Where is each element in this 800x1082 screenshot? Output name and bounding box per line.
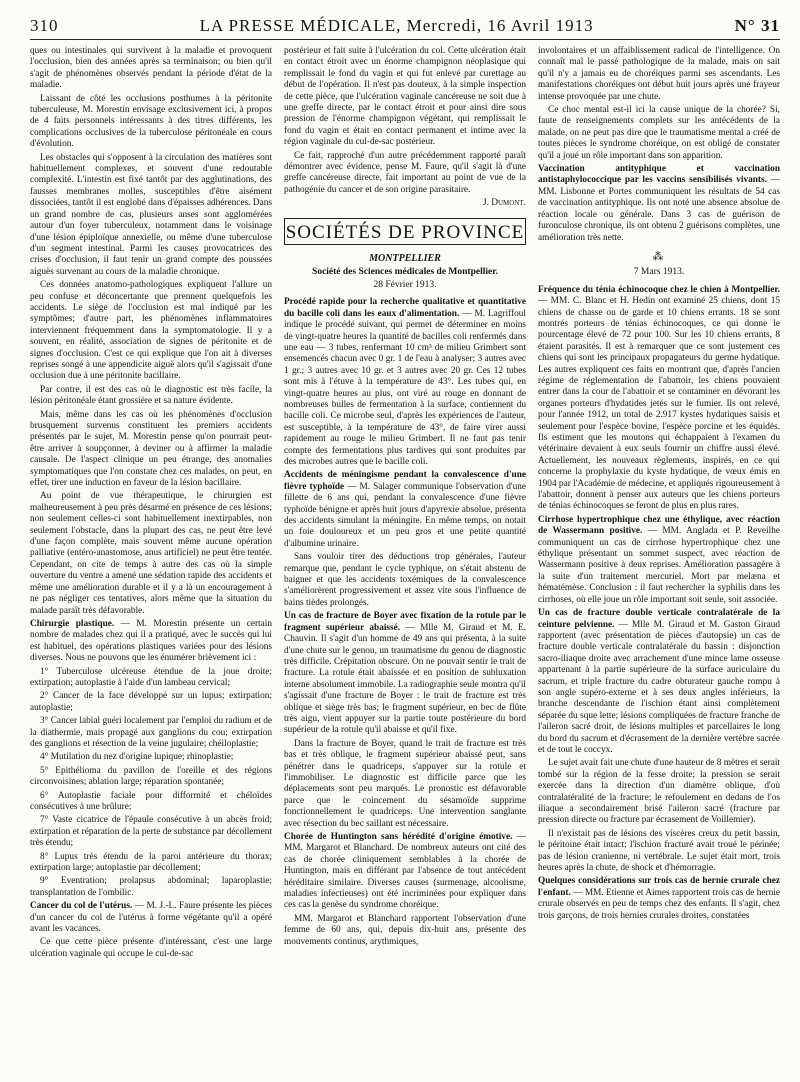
paragraph: Ces données anatomo-pathologiques expliquent l'allure un peu confuse et déconcertante que prennent quelquefois les accidents. Le siège de l'occlusion est mal indiqué par les symptômes; d'autre part, les phénomènes inflammatoires interviennent fréquemment dans la symptomatologie. Il y a souvent, en réalité, association de signes de péritonite et de signes d'occlusion. C'est ce qui explique que l'on ait à diverses reprises songé à une appendicite aiguë alors qu'il s'agissait d'une occlusion due à une péritonite bacillaire. bbox=[30, 280, 272, 382]
signature: J. Dumont. bbox=[483, 198, 526, 209]
paragraph: Un cas de fracture double verticale contralatérale de la ceinture pelvienne. — Mlle M. Giraud et M. Gaston Giraud rapportent (avec présentation de pièces d'autopsie) un cas de fracture double verticale contralatérale du bassin : disjonction sacro-iliaque droite avec arrachement d'une mince lame osseuse appartenant à la partie supérieure de la surface auriculaire du sacrum, et triple fracture du cadre obturateur gauche rompu à son angle supéro-externe et à ses deux angles inférieurs, la branche descendante de l'ischion étant ainsi complètement séparée du sque lette; lésions compliquées de fracture franche de l'aileron sacré droit, de lésions multiples et parcellaires le long du bord du sacrum et d'écrasement de la dernière vertèbre sacrée et de tout le coccyx. bbox=[538, 608, 780, 755]
paragraph: Accidents de méningisme pendant la convalescence d'une fièvre typhoïde — M. Salager communique l'observation d'une fillette de 6 ans qui, pendant la convalescence d'une fièvre typhoïde bénigne et après huit jours d'apyrexie absolue, présenta des accidents simulant la méningite. En même temps, on notait un foie douloureux et un peu gros et une petite quantité d'albumine urinaire. bbox=[284, 470, 526, 549]
paragraph: Chirurgie plastique. — M. Morestin présente un certain nombre de malades chez qui il a pratiqué, avec le succès qui lui est habituel, des opérations plastiques variées pour des lésions diverses. Nous ne pouvons que les énumérer brièvement ici : bbox=[30, 618, 272, 664]
page-header bbox=[30, 16, 780, 40]
paragraph: Ce que cette pièce présente d'intéressant, c'est une large ulcération vaginale qui occupe le cul-de-sac bbox=[30, 937, 272, 959]
paragraph: 4° Mutilation du nez d'origine lupique; rhinoplastie; bbox=[40, 752, 234, 763]
society-heading: Société des Sciences médicales de Montpellier. bbox=[312, 266, 498, 277]
paragraph: 9° Eventration; prolapsus abdominal; laparoplastie; transplantation de l'ombilic. bbox=[30, 876, 272, 898]
section-title: SOCIÉTÉS DE PROVINCE bbox=[284, 218, 526, 245]
paragraph: Dans la fracture de Boyer, quand le trait de fracture est très bas et très oblique, le fragment supérieur abaissé peut, sans pénétrer dans le quadriceps, s'appuyer sur la rotule et l'immobiliser. Le diagnostic est difficile parce que les déplacements sont peu marqués. Le pronostic est défavorable parce que le coincement du sésamoïde supprime fonctionnellement le quadriceps. Une intervention sanglante avec résection du bec saillant est nécessaire. bbox=[284, 738, 526, 829]
paragraph: 1° Tuberculose ulcéreuse étendue de la joue droite; extirpation; autoplastie à l'aide d'un lambeau cervical; bbox=[30, 666, 272, 688]
paragraph: Un cas de fracture de Boyer avec fixation de la rotule par le fragment supérieur abaissé. — Mlle M. Giraud et M. E. Chauvin. Il s'agit d'un homme de 49 ans qui présenta, à la suite d'une chute sur le genou, un traumatisme du genou de diagnostic très difficile. Crépitation obscure. On ne pouvait sentir le trait de fracture. La rotule était abaissée et en position de subluxation interne absolument immobile. La radiographie seule montra qu'il s'agissait d'une fracture de Boyer : le trait de fracture est très oblique et siège très bas; le fragment supérieur, en bec de flûte très aigu, vient appuyer sur la partie toute postérieure du bord supérieur de la rotule qu'il abaisse et qu'il fixe. bbox=[284, 611, 526, 736]
paragraph: MM. Margarot et Blanchard rapportent l'observation d'une femme de 60 ans, qui, depuis dix-huit ans, présente des mouvements continus, arythmiques, bbox=[284, 913, 526, 947]
paragraph: Quelques considérations sur trois cas de hernie crurale chez l'enfant. — MM. Etienne et Aimes rapportent trois cas de hernie crurale observés en peu de temps chez des enfants. Il s'agit, chez trois garçons, de trois hernies crurales droites, constatées bbox=[538, 876, 780, 921]
paragraph: 6° Autoplastie faciale pour difformité et chéloïdes consécutives à une brûlure; bbox=[30, 790, 272, 812]
paragraph: Fréquence du ténia échinocoque chez le chien à Montpellier. — MM. C. Blanc et H. Hedin ont examiné 25 chiens, dont 15 chiens de chasse ou de garde et 10 chiens errants. 18 se sont montrés porteurs de ténias échinocoques, ce qui donne le pourcentage élevé de 72 pour 100. Sur les 10 chiens errants, 8 étaient parasités. Il est à remarquer que ce sont justement ces chiens qui sont les principaux propagateurs du germe hydatique. Les autres expliquent ces faits en montrant que, d'après l'ancien régime de réglementation de l'abattoir, les chiens pouvaient entrer dans la cour de l'abattoir et se contaminer en dévorant les organes porteurs d'hydatides jetés sur le fumier. Ils ont relevé, pour l'année 1912, un total de 2.917 kystes hydatiques saisis et seulement pour l'espèce bovine, l'espèce porcine et les équidés. Ils estiment que les moutons qui échappaient à l'examen du vétérinaire devaient à eux seuls fournir un chiffre aussi élevé. Actuellement, les nouveaux règlements, inspirés, en ce qui concerne la prophylaxie du kyste hydatique, de vœux émis en 1904 par l'Académie de médecine, et appliqués rigoureusement à l'abattoir, donnent à penser aux auteurs que les chiens porteurs de ténias échinocoques se feront de plus en plus rares. bbox=[538, 284, 780, 512]
paragraph: 2° Cancer de la face développé sur un lupus; extirpation; autoplastie; bbox=[30, 691, 272, 713]
column-1 bbox=[30, 46, 272, 1082]
paragraph: ques ou intestinales qui survivent à la maladie et provoquent l'occlusion, bien des années après sa terminaison; ou bien qu'il s'agit de phénomènes observés pendant la période d'état de la maladie. bbox=[30, 46, 272, 91]
paragraph: Il n'existait pas de lésions des viscères creux du petit bassin, le péritoine était intact; l'ischion fracturé avait troué le périnée; pas de lésion cranienne, ni vertébrale. Le sujet était mort, trois heures après la chute, de shock et d'hémorragie. bbox=[538, 828, 780, 874]
paragraph: Mais, même dans les cas où les phénomènes d'occlusion brusquement survenus constituent les premiers accidents présentés par le sujet, M. Morestin pense qu'on pourrait peut-être arriver à soupçonner, à deviner ou à affirmer la maladie causale. De l'aspect clinique un peu étrange, des anomalies symptomatiques que l'on constate chez ces malades, on peut, en effet, tirer une induction en faveur de la lésion bacillaire. bbox=[30, 409, 272, 489]
paragraph: involontaires et un affaiblissement radical de l'intelligence. On connaît mal le passé pathologique de la malade, mais on sait qu'il n'y a jamais eu de choréiques parmi ses ascendants. Les manifestations choréiques ont début huit jours après une frayeur intense provoquée par une chute. bbox=[538, 46, 780, 102]
meeting-date: 28 Février 1913. bbox=[373, 279, 437, 290]
issue-number: N° 31 bbox=[734, 16, 780, 35]
paragraph: 5° Epithélioma du pavillon de l'oreille et des régions circonvoisines; ablation large; réparation spontanée; bbox=[30, 765, 272, 788]
paragraph: Par contre, il est des cas où le diagnostic est très facile, la lésion péritonéale étant grossière et sa nature évidente. bbox=[30, 384, 272, 407]
paragraph: Cancer du col de l'utérus. — M. J.-L. Faure présente les pièces d'un cancer du col de l'utérus à forme végétante qu'il a opéré avant les vacances. bbox=[30, 901, 272, 935]
text-columns bbox=[30, 46, 780, 1082]
column-3 bbox=[538, 46, 780, 1082]
page-number: 310 bbox=[30, 16, 59, 35]
journal-title: LA PRESSE MÉDICALE, Mercredi, 16 Avril 1913 bbox=[199, 16, 594, 35]
paragraph: Les obstacles qui s'opposent à la circulation des matières sont habituellement complexes, et souvent d'une redoutable complexité. L'intestin est fixé tantôt par des agglutinations, des fausses membranes molles, susceptibles d'être aisément dissociées, tantôt il est englobé dans d'épaisses adhérences. Dans un grand nombre de cas, plusieurs anses sont agglomérées autour d'un foyer tuberculeux, notamment dans le voisinage d'une lésion épiploïque annexielle, ou même d'une tuberculose d'un segment intestinal. Parmi les causes provocatrices des crises d'occlusion, il faut tenir un grand compte des poussées aiguës survenant au cours de la maladie chronique. bbox=[30, 152, 272, 277]
paragraph: Procédé rapide pour la recherche qualitative et quantitative du bacille coli dans les eaux d'alimentation. — M. Lagriffoul indique le procédé suivant, qui permet de déterminer en moins de vingt-quatre heures la quantité de bacilles coli renfermés dans une eau — 3 tubes, renfermant 10 cm³ de milieu Grimbert sont ensemencés chacun avec 0 gr. 1 de l'eau à analyser; 3 autres avec 1 gr.; 3 autres avec 10 gr. et 3 autres avec 20 gr. Ces 12 tubes sont mis à l'étuve à la température de 43°. Les tubes qui, en vingt-quatre heures au plus, ont viré au rouge en donnant de nombreuses bulles de fermentation à la surface, contiennent du bacille coli. Ce microbe seul, d'après les expériences de l'auteur, est susceptible, à la température de 43°, de faire virer aussi rapidement au rouge le milieu Grimbert. Il ne faut pas tenir compte des fermentations plus tardives qui sont produites par des microbes autres que le bacille coli. bbox=[284, 297, 526, 467]
paragraph: Au point de vue thérapeutique, le chirurgien est malheureusement à peu près désarmé en présence de ces lésions; non seulement celles-ci sont habituellement inextirpables, non seulement l'obstacle, dans la plupart des cas, ne peut être levé d'une façon complète, mais souvent même aucune opération palliative (entéro-anastomose, anus artificiel) ne peut être tentée. Cependant, on cite de temps à autre des cas où la simple ouverture du ventre a amené une sédation rapide des accidents et même une amélioration durable et il y a là un encouragement à ne pas négliger ces tentatives, alors même que la situation du malade paraît très défavorable. bbox=[30, 491, 272, 616]
paragraph: Chorée de Huntington sans hérédité d'origine émotive. — MM. Margarot et Blanchard. De nombreux auteurs ont cité des cas de chorée cliniquement semblables à la chorée de Huntington, mais en différant par l'absence de tout antécédent héréditaire similaire. Diverses causes (surmenage, alcoolisme, maladies infectieuses) ont été incriminées pour expliquer dans ces cas la genèse du syndrome choréique. bbox=[284, 832, 526, 911]
paragraph: Ce choc mental est-il ici la cause unique de la chorée? Si, faute de renseignements complets sur les antécédents de la malade, on ne peut pas dire que le traumatisme mental a créé de toutes pièces le syndrome choréique, on est obligé de constater qu'il a joué un rôle important dans son apparition. bbox=[538, 105, 780, 161]
separator-stars: ⁂ bbox=[652, 250, 666, 263]
paragraph: Vaccination antityphique et vaccination antistaphylococcique par les vaccins sensibilisés vivants. — MM. Lisbonne et Portes communiquent les résultats de 54 cas de vaccination antityphique. Ils ont noté une absence absolue de réaction locale ou générale. Dans 3 cas de guérison de furonculose chronique, ils ont obtenu 2 guérisons complètes, une amélioration très nette. bbox=[538, 164, 780, 243]
city-heading: MONTPELLIER bbox=[369, 253, 441, 265]
paragraph: Laissant de côté les occlusions posthumes à la péritonite tuberculeuse, M. Morestin envisage exclusivement ici, à propos de 4 faits personnels intéressants à des titres différents, les complications occlusives de la tuberculose péritonéale en cours d'évolution. bbox=[30, 93, 272, 150]
paragraph: postérieur et fait suite à l'ulcération du col. Cette ulcération était en contact étroit avec un énorme champignon néoplasique qui remplissait le fond du vagin et qui fut enlevé par curettage au début de l'opération. Il n'est pas douteux, à la simple inspection de cette pièce, que l'ulcération vaginale cancéreuse ne soit due à une greffe directe, par le contact étroit et pour ainsi dire sous pression de l'énorme champignon végétant, qui remplissait le fond du vagin et était en contact permanent et intime avec la région vaginale du cul-de-sac postérieur. bbox=[284, 46, 526, 148]
paragraph: Le sujet avait fait une chute d'une hauteur de 8 mètres et serait tombé sur la région de la fesse droite; la pression se serait exercée dans la direction d'un diamètre oblique, d'où contralatéralité de la fracture; le refoulement en dedans de l'os iliaque a secondairement brisé l'aileron sacré (fracture par pression directe ou fracture par écrasement de Voillemier). bbox=[538, 758, 780, 826]
paragraph: 7° Vaste cicatrice de l'épaule consécutive à un abcès froid; extirpation et réparation de la perte de substance par décollement très étendu; bbox=[30, 815, 272, 849]
meeting-date-2: 7 Mars 1913. bbox=[633, 267, 685, 278]
paragraph: 8° Lupus très étendu de la paroi antérieure du thorax; extirpation large; autoplastie par décollement; bbox=[30, 851, 272, 874]
paragraph: Ce fait, rapproché d'un autre précédemment rapporté paraît démontrer avec évidence, pense M. Faure, qu'il s'agit là d'une greffe cancéreuse directe, fait important au point de vue de la pathogénie du cancer et de son origine parasitaire. bbox=[284, 150, 526, 195]
column-2 bbox=[284, 46, 526, 1082]
paragraph: Sans vouloir tirer des déductions trop générales, l'auteur remarque que, pendant le cycle typhique, on s'était abstenu de baigner et que les accidents toxémiques de la convalescence s'améliorèrent progressivement et assez vite sous l'influence de bains tièdes prolongés. bbox=[284, 552, 526, 608]
paragraph: Cirrhose hypertrophique chez une éthylique, avec réaction de Wassermann positive. — MM. Anglada et P. Reveilhe communiquent un cas de cirrhose hypertrophique chez une éthylique présentant un sommet suspect, avec réaction de Wassermann positive à deux reprises. Amélioration passagère à la suite d'un traitement mercuriel. Mort par melæna et hématémèse. Conclusion : il faut rechercher la syphilis dans les cirrhoses, où elle joue un rôle important soit seule, soit associée. bbox=[538, 514, 780, 605]
paragraph: 3° Cancer labial guéri localement par l'emploi du radium et de la diathermie, mais propagé aux ganglions du cou; extirpation des ganglions et résection de la veine jugulaire; chéiloplastie; bbox=[30, 716, 272, 749]
